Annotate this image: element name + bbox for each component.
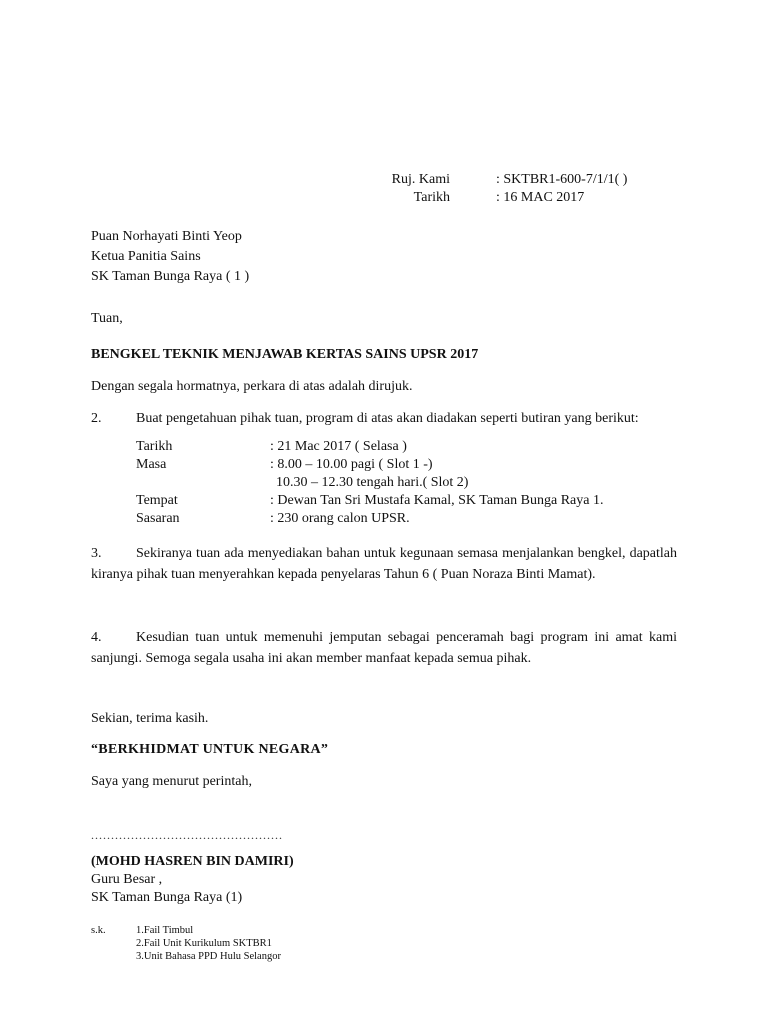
detail-masa-label: Masa — [136, 457, 167, 472]
salutation: Tuan, — [91, 311, 123, 326]
paragraph-3 — [91, 543, 677, 585]
signer-school: SK Taman Bunga Raya (1) — [91, 890, 243, 905]
motto: “BERKHIDMAT UNTUK NEGARA” — [91, 742, 329, 757]
closing: Sekian, terima kasih. — [91, 711, 209, 726]
paragraph-4 — [91, 627, 677, 669]
cc-item-2: 2.Fail Unit Kurikulum SKTBR1 — [136, 938, 272, 949]
signer-name: (MOHD HASREN BIN DAMIRI) — [91, 854, 294, 869]
detail-sasaran-value: : 230 orang calon UPSR. — [270, 511, 410, 526]
para4-number: 4. — [91, 630, 102, 645]
cc-item-1: 1.Fail Timbul — [136, 925, 194, 936]
detail-tempat-label: Tempat — [136, 493, 178, 508]
para2-number: 2. — [91, 411, 102, 426]
detail-sasaran-label: Sasaran — [136, 511, 180, 526]
recipient-name: Puan Norhayati Binti Yeop — [91, 229, 242, 244]
cc-label: s.k. — [91, 925, 106, 936]
detail-tarikh-value: : 21 Mac 2017 ( Selasa ) — [270, 439, 407, 454]
detail-masa-value-2: 10.30 – 12.30 tengah hari.( Slot 2) — [276, 475, 469, 490]
recipient-school: SK Taman Bunga Raya ( 1 ) — [91, 269, 250, 284]
cc-item-3: 3.Unit Bahasa PPD Hulu Selangor — [136, 951, 281, 962]
intro-paragraph: Dengan segala hormatnya, perkara di atas adalah dirujuk. — [91, 379, 413, 394]
para4-text: Kesudian tuan untuk memenuhi jemputan sebagai penceramah bagi program ini amat kami sanjungi. Semoga segala usaha ini akan member manfaat kepada semua pihak. — [91, 630, 677, 666]
date-label: Tarikh — [413, 190, 450, 205]
recipient-position: Ketua Panitia Sains — [91, 249, 201, 264]
letter-subject: BENGKEL TEKNIK MENJAWAB KERTAS SAINS UPSR 2017 — [91, 347, 479, 362]
ref-label: Ruj. Kami — [391, 172, 450, 187]
sign-off: Saya yang menurut perintah, — [91, 774, 252, 789]
date-value: : 16 MAC 2017 — [496, 190, 585, 205]
para2-text: Buat pengetahuan pihak tuan, program di atas akan diadakan seperti butiran yang berikut: — [136, 411, 639, 426]
signer-title: Guru Besar , — [91, 872, 163, 887]
para3-number: 3. — [91, 546, 102, 561]
detail-masa-value-1: : 8.00 – 10.00 pagi ( Slot 1 -) — [270, 457, 433, 472]
ref-value: : SKTBR1-600-7/1/1( ) — [496, 172, 628, 187]
detail-tempat-value: : Dewan Tan Sri Mustafa Kamal, SK Taman Bunga Raya 1. — [270, 493, 604, 508]
signature-line: ................................................ — [91, 828, 283, 842]
para3-text: Sekiranya tuan ada menyediakan bahan untuk kegunaan semasa menjalankan bengkel, dapatlah kiranya pihak tuan menyerahkan kepada penyelaras Tahun 6 ( Puan Noraza Binti Mamat). — [91, 546, 677, 582]
detail-tarikh-label: Tarikh — [136, 439, 173, 454]
